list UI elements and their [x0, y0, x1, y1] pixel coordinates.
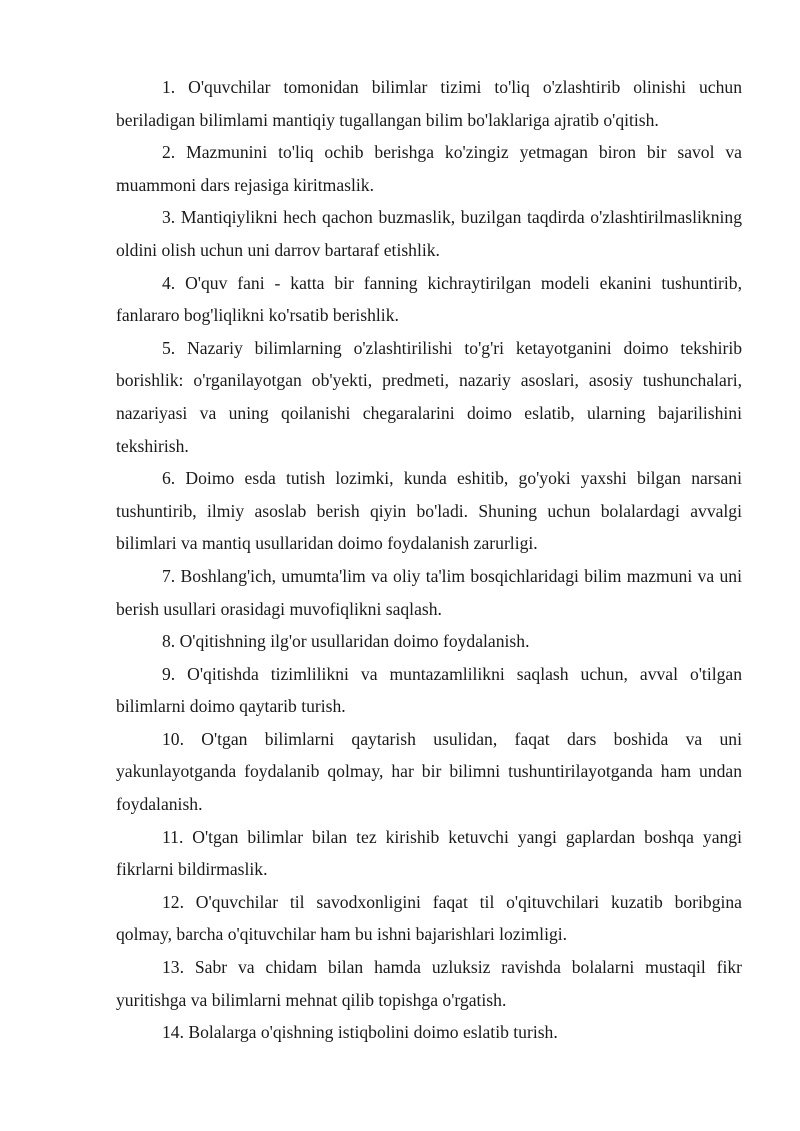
list-item-6: 6. Doimo esda tutish lozimki, kunda eshitib, go'yoki yaxshi bilgan narsani tushuntirib, ilmiy asoslab berish qiyin bo'ladi. Shuning uchun bolalardagi avvalgi bilimlari va mantiq usullaridan doimo foydalanish zarurligi. [116, 468, 742, 554]
list-item-5: 5. Nazariy bilimlarning o'zlashtirilishi to'g'ri ketayotganini doimo tekshirib borishlik: o'rganilayotgan ob'yekti, predmeti, nazariy asoslari, asosiy tushunchalari, nazariyasi va uning qoilanishi chegaralarini doimo eslatib, ularning bajarilishini tekshirish. [116, 337, 742, 456]
list-item-10: 10. O'tgan bilimlarni qaytarish usulidan, faqat dars boshida va uni yakunlayotganda foydalanib qolmay, har bir bilimni tushuntirilayotganda ham undan foydalanish. [116, 728, 742, 815]
list-item-8: 8. O'qitishning ilg'or usullaridan doimo foydalanish. [162, 631, 530, 652]
list-item-2: 2. Mazmunini to'liq ochib berishga ko'zingiz yetmagan biron bir savol va muammoni dars rejasiga kiritmaslik. [116, 142, 742, 195]
document-body [116, 71, 742, 1049]
list-item-3: 3. Mantiqiylikni hech qachon buzmaslik, buzilgan taqdirda o'zlashtirilmaslikning oldini olish uchun uni darrov bartaraf etishlik. [116, 207, 742, 260]
list-item-7: 7. Boshlang'ich, umumta'lim va oliy ta'lim bosqichlaridagi bilim mazmuni va uni berish usullari orasidagi muvofiqlikni saqlash. [116, 565, 742, 619]
list-item-12: 12. O'quvchilar til savodxonligini faqat til o'qituvchilari kuzatib boribgina qolmay, barcha o'qituvchilar ham bu ishni bajarishlari lozimligi. [116, 891, 742, 945]
list-item-11: 11. O'tgan bilimlar bilan tez kirishib ketuvchi yangi gaplardan boshqa yangi fikrlarni bildirmaslik. [116, 826, 742, 880]
list-item-1: 1. O'quvchilar tomonidan bilimlar tizimi to'liq o'zlashtirib olinishi uchun beriladigan bilimlami mantiqiy tugallangan bilim bo'laklariga ajratib o'qitish. [116, 77, 742, 130]
list-item-14: 14. Bolalarga o'qishning istiqbolini doimo eslatib turish. [162, 1022, 558, 1043]
list-item-4: 4. O'quv fani - katta bir fanning kichraytirilgan modeli ekanini tushuntirib, fanlararo bog'liqlikni ko'rsatib berishlik. [116, 272, 742, 326]
list-item-9: 9. O'qitishda tizimlilikni va muntazamlilikni saqlash uchun, avval o'tilgan bilimlarni doimo qaytarib turish. [116, 663, 742, 717]
list-item-13: 13. Sabr va chidam bilan hamda uzluksiz ravishda bolalarni mustaqil fikr yuritishga va bilimlarni mehnat qilib topishga o'rgatish. [116, 957, 742, 1010]
